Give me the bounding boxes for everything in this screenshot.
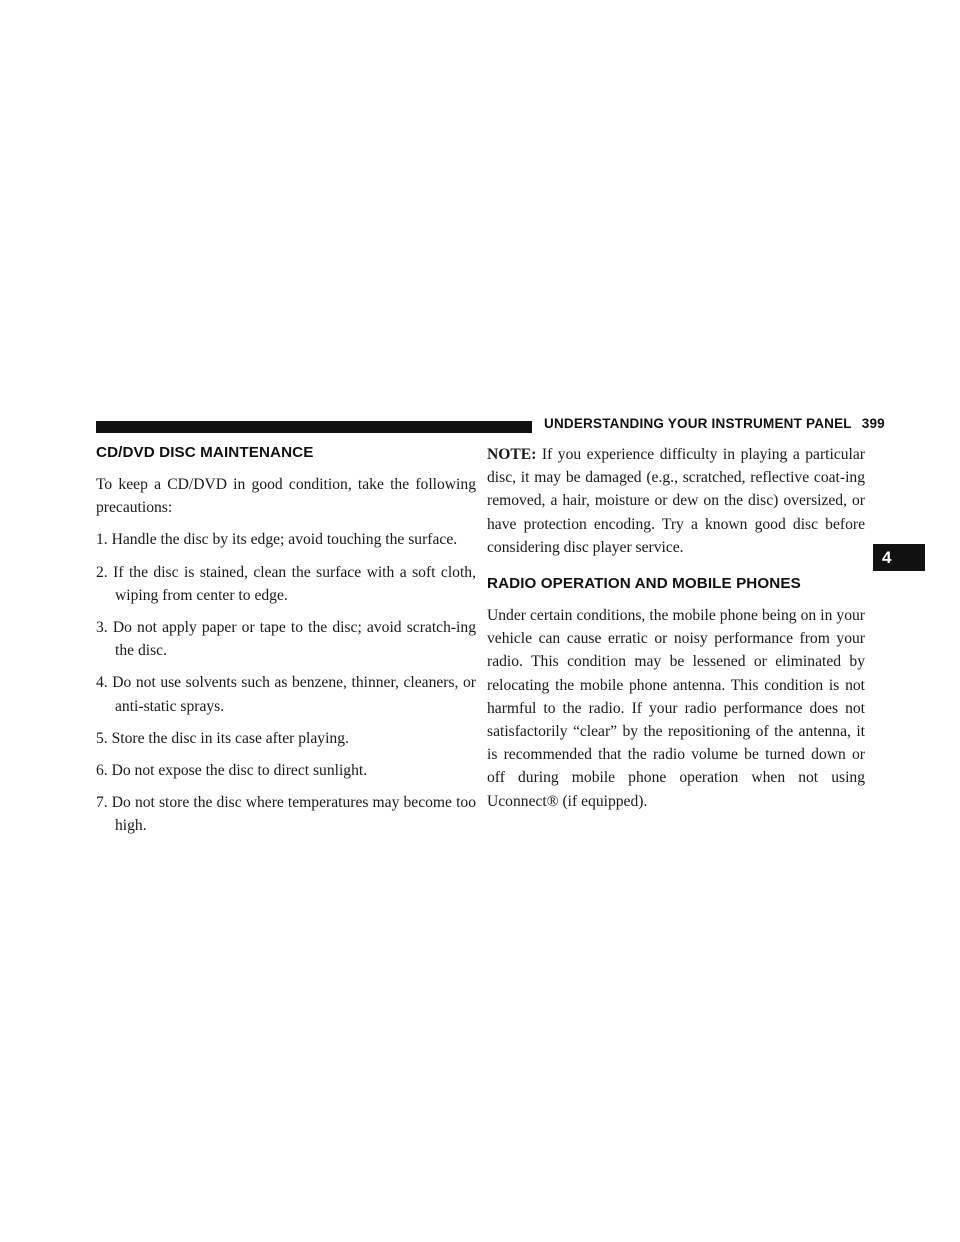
note-paragraph bbox=[487, 443, 865, 559]
list-item: 1. Handle the disc by its edge; avoid touching the surface. bbox=[96, 531, 458, 549]
section-heading-disc-maintenance: CD/DVD DISC MAINTENANCE bbox=[96, 444, 314, 461]
chapter-tab: 4 bbox=[873, 544, 925, 571]
header-rule bbox=[96, 421, 532, 433]
list-item: 4. Do not use solvents such as benzene, thinner, cleaners, or anti-static sprays. bbox=[96, 674, 476, 715]
right-column bbox=[487, 443, 865, 822]
radio-body-paragraph: Under certain conditions, the mobile phone being on in your vehicle can cause erratic or noisy performance from your radio. This condition may be lessened or eliminated by relocating the mobile phone antenna. This condition is not harmful to the radio. If your radio performance does not satisfactorily “clear” by the repositioning of the antenna, it is recommended that the radio volume be turned down or off during mobile phone operation when not using Uconnect® (if equipped). bbox=[487, 607, 865, 810]
list-item: 5. Store the disc in its case after playing. bbox=[96, 729, 349, 747]
list-item: 6. Do not expose the disc to direct sunlight. bbox=[96, 762, 368, 780]
precautions-list bbox=[96, 528, 476, 837]
note-text: If you experience difficulty in playing a particular disc, it may be damaged (e.g., scratched, reflective coat-ing removed, a hair, moisture or dew on the disc) oversized, or have protection encoding. Try a known good disc before considering disc player service. bbox=[487, 446, 865, 556]
list-item: 2. If the disc is stained, clean the surface with a soft cloth, wiping from center to edge. bbox=[96, 563, 476, 604]
page-number: 399 bbox=[861, 416, 885, 431]
left-column bbox=[96, 443, 476, 847]
list-item: 3. Do not apply paper or tape to the disc; avoid scratch-ing the disc. bbox=[96, 619, 476, 660]
running-header bbox=[544, 416, 885, 431]
list-item: 7. Do not store the disc where temperatures may become too high. bbox=[96, 794, 476, 835]
section-heading-radio-mobile: RADIO OPERATION AND MOBILE PHONES bbox=[487, 575, 801, 593]
header-title: UNDERSTANDING YOUR INSTRUMENT PANEL bbox=[544, 416, 852, 431]
note-label: NOTE: bbox=[487, 446, 537, 463]
intro-paragraph: To keep a CD/DVD in good condition, take the following precautions: bbox=[96, 476, 476, 517]
